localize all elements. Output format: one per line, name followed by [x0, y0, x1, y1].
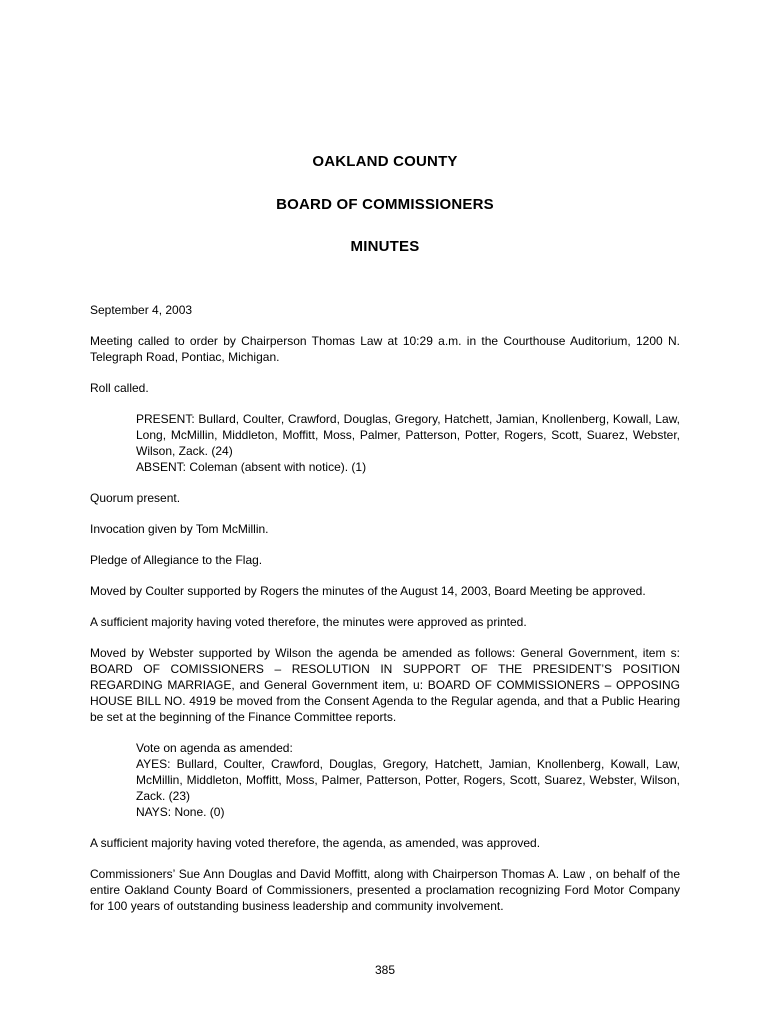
board-heading: BOARD OF COMMISSIONERS	[276, 196, 494, 213]
pledge-paragraph: Pledge of Allegiance to the Flag.	[90, 553, 263, 567]
minutes-result-paragraph: A sufficient majority having voted therefore, the minutes were approved as printed.	[90, 615, 527, 629]
agenda-result-paragraph: A sufficient majority having voted therefore, the agenda, as amended, was approved.	[90, 836, 541, 850]
minutes-body	[90, 302, 680, 929]
roll-called-paragraph: Roll called.	[90, 381, 149, 395]
meeting-date: September 4, 2003	[90, 303, 193, 317]
quorum-paragraph: Quorum present.	[90, 491, 181, 505]
agenda-motion-paragraph: Moved by Webster supported by Wilson the agenda be amended as follows: General Government, item s: BOARD OF COMISSIONERS – RESOLUTION IN SUPPORT OF THE PRESIDENT’S POSITION REGARDING MARRIAGE, and General Government item, u: BOARD OF COMMISSIONERS – OPPOSING HOUSE BILL NO. 4919 be moved from the Consent Agenda to the Regular agenda, and that a Public Hearing be set at the beginning of the Finance Committee reports.	[90, 646, 680, 724]
vote-block	[136, 740, 680, 820]
ayes-list: AYES: Bullard, Coulter, Crawford, Douglas, Gregory, Hatchett, Jamian, Knollenberg, Kowall, Law, McMillin, Middleton, Moffitt, Moss, Palmer, Patterson, Potter, Rogers, Scott, Suarez, Webster, Wilson, Zack. (23)	[136, 757, 680, 803]
nays-list: NAYS: None. (0)	[136, 805, 225, 819]
vote-heading: Vote on agenda as amended:	[136, 741, 293, 755]
absent-list: ABSENT: Coleman (absent with notice). (1)	[136, 460, 367, 474]
county-heading: OAKLAND COUNTY	[312, 153, 458, 170]
minutes-heading: MINUTES	[350, 238, 420, 255]
page-number: 385	[374, 963, 396, 977]
attendance-block	[136, 411, 680, 475]
present-list: PRESENT: Bullard, Coulter, Crawford, Douglas, Gregory, Hatchett, Jamian, Knollenberg, Kowall, Law, Long, McMillin, Middleton, Moffitt, Moss, Palmer, Patterson, Potter, Rogers, Scott, Suarez, Webster, Wilson, Zack. (24)	[136, 412, 680, 458]
proclamation-paragraph: Commissioners’ Sue Ann Douglas and David Moffitt, along with Chairperson Thomas A. Law , on behalf of the entire Oakland County Board of Commissioners, presented a proclamation recognizing Ford Motor Company for 100 years of outstanding business leadership and community involvement.	[90, 867, 680, 913]
invocation-paragraph: Invocation given by Tom McMillin.	[90, 522, 269, 536]
call-to-order-paragraph: Meeting called to order by Chairperson Thomas Law at 10:29 a.m. in the Courthouse Auditorium, 1200 N. Telegraph Road, Pontiac, Michigan.	[90, 334, 680, 364]
minutes-motion-paragraph: Moved by Coulter supported by Rogers the minutes of the August 14, 2003, Board Meeting be approved.	[90, 584, 646, 598]
